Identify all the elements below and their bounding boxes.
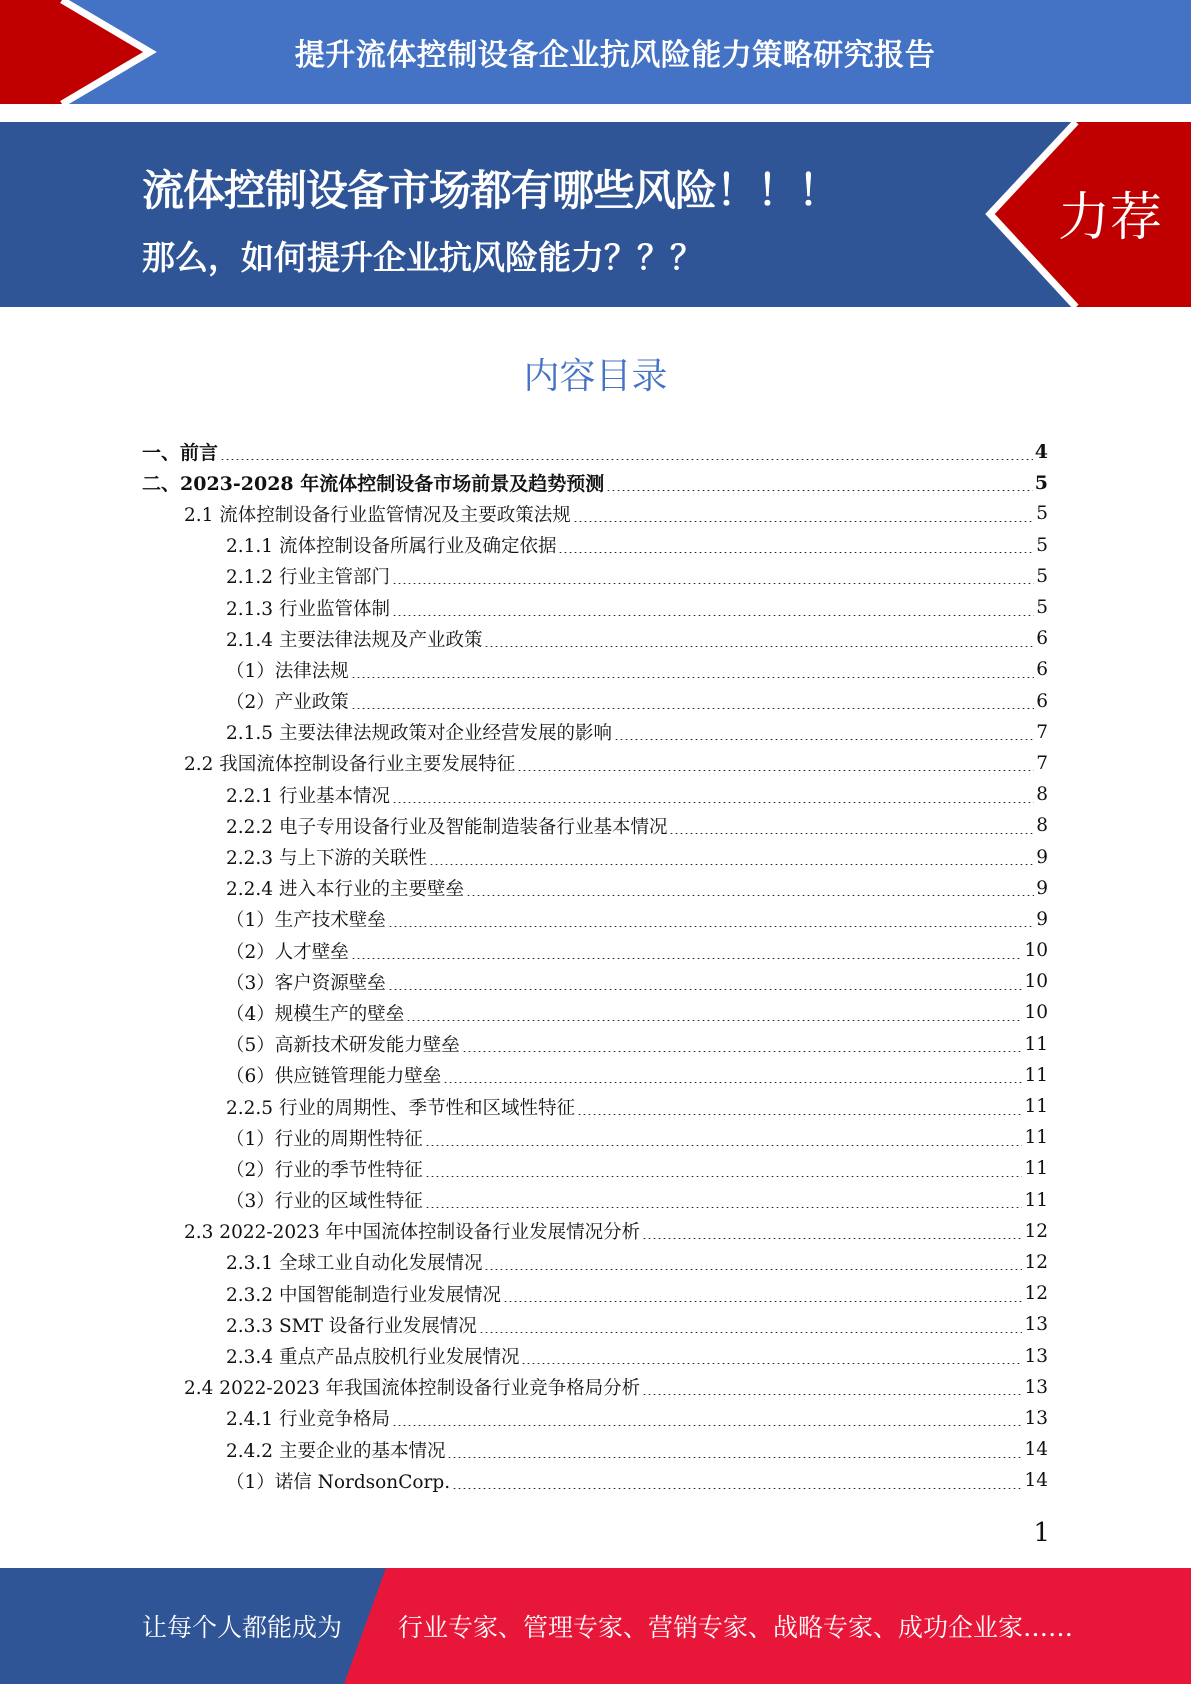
report-title: 提升流体控制设备企业抗风险能力策略研究报告 (294, 38, 936, 73)
toc-entry-page: 13 (1024, 1314, 1048, 1336)
table-of-contents (142, 436, 1048, 1496)
toc-dot-leader (614, 734, 1034, 740)
toc-entry-label: （3）客户资源壁垒 (226, 972, 386, 994)
toc-entry-page: 5 (1036, 503, 1048, 525)
toc-entry-label: 2.1.2 行业主管部门 (226, 567, 390, 589)
toc-entry[interactable] (142, 841, 1048, 872)
toc-entry-label: （3）行业的区域性特征 (226, 1191, 423, 1213)
hero-subheadline: 那么，如何提升企业抗风险能力？？？ (142, 238, 703, 277)
toc-entry[interactable] (142, 966, 1048, 997)
toc-entry-label: 2.2.1 行业基本情况 (226, 785, 390, 807)
toc-dot-leader (425, 1140, 1023, 1146)
toc-dot-leader (388, 921, 1034, 927)
toc-dot-leader (573, 516, 1034, 522)
toc-entry[interactable] (142, 873, 1048, 904)
toc-entry-page: 14 (1024, 1439, 1048, 1461)
toc-entry[interactable] (142, 935, 1048, 966)
toc-dot-leader (466, 890, 1034, 896)
top-banner (0, 0, 1191, 110)
toc-entry-label: （1）行业的周期性特征 (226, 1128, 423, 1150)
toc-entry-page: 11 (1024, 1127, 1048, 1149)
toc-dot-leader (425, 1202, 1023, 1208)
toc-entry-page: 9 (1036, 877, 1048, 899)
toc-dot-leader (429, 859, 1034, 865)
toc-entry-page: 10 (1024, 940, 1048, 962)
toc-entry-label: （5）高新技术研发能力壁垒 (226, 1035, 460, 1057)
toc-entry[interactable] (142, 1278, 1048, 1309)
footer-slogan-right: 行业专家、管理专家、营销专家、战略专家、成功企业家…… (398, 1613, 1074, 1642)
toc-entry[interactable] (142, 779, 1048, 810)
toc-entry-page: 8 (1036, 784, 1048, 806)
toc-entry-label: 2.3.2 中国智能制造行业发展情况 (226, 1284, 501, 1306)
toc-dot-leader (425, 1171, 1023, 1177)
toc-entry-page: 11 (1024, 1064, 1048, 1086)
toc-entry[interactable] (142, 1091, 1048, 1122)
toc-dot-leader (606, 485, 1033, 491)
toc-entry-label: 2.3 2022-2023 年中国流体控制设备行业发展情况分析 (184, 1222, 641, 1244)
toc-dot-leader (517, 765, 1034, 771)
toc-entry[interactable] (142, 1216, 1048, 1247)
toc-dot-leader (447, 1452, 1022, 1458)
toc-dot-leader (669, 828, 1034, 834)
toc-entry-label: （6）供应链管理能力壁垒 (226, 1066, 442, 1088)
toc-entry[interactable] (142, 498, 1048, 529)
toc-dot-leader (642, 1389, 1022, 1395)
page-number: 1 (1033, 1518, 1050, 1548)
toc-dot-leader (462, 1046, 1023, 1052)
toc-entry-label: 2.1.3 行业监管体制 (226, 598, 390, 620)
toc-entry-label: 2.3.1 全球工业自动化发展情况 (226, 1253, 483, 1275)
toc-entry[interactable] (142, 1247, 1048, 1278)
toc-entry-label: 一、前言 (142, 442, 219, 465)
toc-dot-leader (388, 984, 1023, 990)
toc-dot-leader (351, 703, 1034, 709)
toc-entry-label: 2.2.3 与上下游的关联性 (226, 848, 427, 870)
toc-entry-page: 10 (1024, 971, 1048, 993)
toc-entry-label: （1）法律法规 (226, 660, 349, 682)
toc-entry-page: 12 (1024, 1220, 1048, 1242)
toc-entry-page: 10 (1024, 1002, 1048, 1024)
toc-dot-leader (406, 1015, 1022, 1021)
toc-entry-page: 11 (1024, 1158, 1048, 1180)
toc-entry-page: 4 (1034, 440, 1048, 463)
toc-dot-leader (351, 672, 1034, 678)
toc-entry-page: 12 (1024, 1283, 1048, 1305)
toc-entry-page: 5 (1034, 471, 1048, 494)
toc-dot-leader (220, 454, 1033, 460)
toc-entry-label: 2.2.5 行业的周期性、季节性和区域性特征 (226, 1097, 575, 1119)
toc-entry[interactable] (142, 810, 1048, 841)
toc-entry[interactable] (142, 530, 1048, 561)
toc-entry-label: 2.4 2022-2023 年我国流体控制设备行业竞争格局分析 (184, 1378, 641, 1400)
toc-dot-leader (479, 1327, 1023, 1333)
toc-entry[interactable] (142, 1185, 1048, 1216)
hero-banner (0, 122, 1191, 307)
toc-dot-leader (392, 797, 1034, 803)
toc-entry[interactable] (142, 1060, 1048, 1091)
toc-entry-page: 13 (1024, 1407, 1048, 1429)
toc-entry-page: 6 (1036, 690, 1048, 712)
toc-entry[interactable] (142, 1340, 1048, 1371)
recommend-badge: 力荐 (1058, 188, 1163, 248)
toc-entry-label: 2.4.2 主要企业的基本情况 (226, 1440, 446, 1462)
toc-entry-label: 2.2 我国流体控制设备行业主要发展特征 (184, 754, 516, 776)
toc-entry[interactable] (142, 436, 1048, 467)
toc-entry-label: 2.1.4 主要法律法规及产业政策 (226, 629, 483, 651)
toc-entry-page: 12 (1024, 1251, 1048, 1273)
toc-dot-leader (351, 953, 1023, 959)
toc-entry-page: 6 (1036, 628, 1048, 650)
toc-entry-label: 2.3.4 重点产品点胶机行业发展情况 (226, 1347, 520, 1369)
toc-dot-leader (452, 1483, 1022, 1489)
toc-entry[interactable] (142, 904, 1048, 935)
toc-entry-page: 11 (1024, 1033, 1048, 1055)
toc-dot-leader (642, 1233, 1022, 1239)
toc-entry-page: 13 (1024, 1376, 1048, 1398)
toc-entry[interactable] (142, 1434, 1048, 1465)
toc-dot-leader (484, 1264, 1022, 1270)
toc-entry-label: （1）诺信 NordsonCorp. (226, 1471, 451, 1493)
toc-entry-page: 5 (1036, 534, 1048, 556)
toc-entry-page: 9 (1036, 908, 1048, 930)
toc-entry-label: （2）人才壁垒 (226, 941, 349, 963)
toc-heading: 内容目录 (523, 356, 668, 397)
toc-entry-page: 8 (1036, 815, 1048, 837)
toc-entry[interactable] (142, 1122, 1048, 1153)
toc-dot-leader (484, 641, 1034, 647)
toc-entry-label: （2）行业的季节性特征 (226, 1159, 423, 1181)
toc-entry-label: 二、2023-2028 年流体控制设备市场前景及趋势预测 (142, 473, 605, 496)
toc-entry-label: 2.4.1 行业竞争格局 (226, 1409, 390, 1431)
toc-entry[interactable] (142, 1153, 1048, 1184)
toc-entry-page: 6 (1036, 659, 1048, 681)
toc-dot-leader (558, 547, 1034, 553)
toc-dot-leader (503, 1296, 1022, 1302)
toc-entry-page: 9 (1036, 846, 1048, 868)
toc-entry-label: 2.2.2 电子专用设备行业及智能制造装备行业基本情况 (226, 816, 668, 838)
toc-entry[interactable] (142, 623, 1048, 654)
toc-entry-label: 2.3.3 SMT 设备行业发展情况 (226, 1315, 477, 1337)
toc-entry[interactable] (142, 654, 1048, 685)
toc-entry-page: 14 (1024, 1470, 1048, 1492)
toc-entry[interactable] (142, 1465, 1048, 1496)
toc-entry[interactable] (142, 997, 1048, 1028)
hero-headline: 流体控制设备市场都有哪些风险！！！ (142, 166, 840, 215)
toc-dot-leader (392, 610, 1034, 616)
toc-entry-page: 7 (1036, 752, 1048, 774)
footer-slogan-left: 让每个人都能成为 (142, 1613, 343, 1642)
toc-entry[interactable] (142, 467, 1048, 498)
toc-entry[interactable] (142, 561, 1048, 592)
toc-entry[interactable] (142, 1372, 1048, 1403)
toc-dot-leader (443, 1077, 1022, 1083)
toc-entry[interactable] (142, 717, 1048, 748)
toc-entry-page: 13 (1024, 1345, 1048, 1367)
toc-entry[interactable] (142, 592, 1048, 623)
toc-entry[interactable] (142, 1403, 1048, 1434)
toc-entry-label: （2）产业政策 (226, 692, 349, 714)
toc-entry-page: 11 (1024, 1189, 1048, 1211)
toc-dot-leader (392, 1420, 1022, 1426)
toc-entry-label: 2.1.1 流体控制设备所属行业及确定依据 (226, 536, 557, 558)
toc-entry-label: （1）生产技术壁垒 (226, 910, 386, 932)
toc-entry[interactable] (142, 748, 1048, 779)
toc-dot-leader (392, 578, 1034, 584)
toc-entry-page: 5 (1036, 565, 1048, 587)
toc-entry-page: 5 (1036, 597, 1048, 619)
footer (0, 1568, 1191, 1684)
toc-entry-label: 2.1.5 主要法律法规政策对企业经营发展的影响 (226, 723, 612, 745)
toc-dot-leader (521, 1358, 1022, 1364)
toc-entry[interactable] (142, 1029, 1048, 1060)
toc-entry-page: 11 (1024, 1096, 1048, 1118)
toc-dot-leader (577, 1109, 1022, 1115)
toc-entry-page: 7 (1036, 721, 1048, 743)
toc-entry[interactable] (142, 1309, 1048, 1340)
toc-entry-label: 2.2.4 进入本行业的主要壁垒 (226, 879, 464, 901)
toc-entry-label: （4）规模生产的壁垒 (226, 1003, 405, 1025)
toc-entry-label: 2.1 流体控制设备行业监管情况及主要政策法规 (184, 504, 571, 526)
toc-entry[interactable] (142, 686, 1048, 717)
